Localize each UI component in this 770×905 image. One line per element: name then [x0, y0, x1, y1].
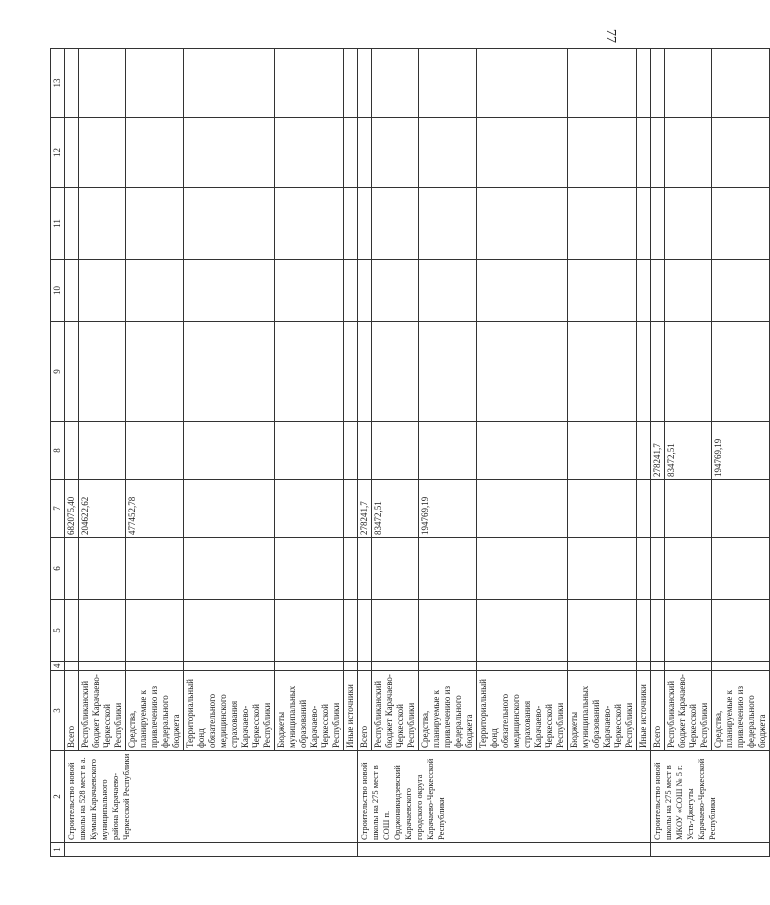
value-cell-col-5 — [358, 600, 372, 662]
value-cell-col-10 — [637, 260, 651, 322]
funding-source-cell: Республиканский бюджет Карачаево-Черкесской Республики — [79, 671, 126, 751]
table-row — [665, 49, 712, 857]
value-cell-col-8: 278241,7 — [651, 422, 665, 480]
value-cell-col-6 — [637, 538, 651, 600]
value-cell-col-13 — [344, 49, 358, 118]
value-cell-col-7: 477452,78 — [126, 480, 184, 538]
value-cell-col-6 — [65, 538, 79, 600]
column-header-8: 8 — [51, 422, 65, 480]
value-cell-col-12 — [665, 118, 712, 188]
value-cell-col-4 — [419, 662, 477, 671]
value-cell-col-9 — [651, 322, 665, 422]
value-cell-col-11 — [712, 188, 770, 260]
value-cell-col-11 — [275, 188, 344, 260]
object-name-cell: Строительство новой школы на 275 мест в МКОУ «СОШ № 5 г. Усть-Джегуты Карачаево-Черкесской Республики — [651, 751, 770, 843]
value-cell-col-7 — [477, 480, 568, 538]
value-cell-col-7: 682075,40 — [65, 480, 79, 538]
value-cell-col-4 — [568, 662, 637, 671]
funding-source-cell: Республиканский бюджет Карачаево-Черкесской Республики — [372, 671, 419, 751]
funding-source-cell: Средства, планируемые к привлечению из федерального бюджета — [126, 671, 184, 751]
value-cell-col-10 — [275, 260, 344, 322]
value-cell-col-4 — [126, 662, 184, 671]
funding-source-cell: Иные источники — [637, 671, 651, 751]
value-cell-col-8 — [568, 422, 637, 480]
value-cell-col-4 — [79, 662, 126, 671]
value-cell-col-13 — [419, 49, 477, 118]
value-cell-col-12 — [344, 118, 358, 188]
value-cell-col-10 — [184, 260, 275, 322]
value-cell-col-12 — [477, 118, 568, 188]
value-cell-col-11 — [358, 188, 372, 260]
value-cell-col-5 — [637, 600, 651, 662]
value-cell-col-12 — [65, 118, 79, 188]
value-cell-col-10 — [79, 260, 126, 322]
value-cell-col-5 — [372, 600, 419, 662]
column-header-3: 3 — [51, 671, 65, 751]
value-cell-col-12 — [126, 118, 184, 188]
value-cell-col-12 — [184, 118, 275, 188]
value-cell-col-11 — [637, 188, 651, 260]
value-cell-col-9 — [126, 322, 184, 422]
funding-source-cell: Бюджеты муниципальных образований Карачаево-Черкесской Республики — [568, 671, 637, 751]
value-cell-col-8 — [477, 422, 568, 480]
value-cell-col-9 — [477, 322, 568, 422]
column-header-13: 13 — [51, 49, 65, 118]
column-header-7: 7 — [51, 480, 65, 538]
value-cell-col-9 — [419, 322, 477, 422]
value-cell-col-10 — [65, 260, 79, 322]
value-cell-col-9 — [665, 322, 712, 422]
value-cell-col-12 — [275, 118, 344, 188]
value-cell-col-8 — [65, 422, 79, 480]
value-cell-col-11 — [184, 188, 275, 260]
table-row — [372, 49, 419, 857]
value-cell-col-7 — [275, 480, 344, 538]
value-cell-col-12 — [419, 118, 477, 188]
table-row — [637, 49, 651, 857]
value-cell-col-7 — [637, 480, 651, 538]
page-number: 77 — [603, 29, 618, 43]
value-cell-col-13 — [358, 49, 372, 118]
value-cell-col-4 — [275, 662, 344, 671]
value-cell-col-5 — [665, 600, 712, 662]
value-cell-col-6 — [568, 538, 637, 600]
column-header-9: 9 — [51, 322, 65, 422]
table-row — [651, 49, 665, 857]
value-cell-col-9 — [79, 322, 126, 422]
value-cell-col-7 — [344, 480, 358, 538]
column-header-4: 4 — [51, 662, 65, 671]
value-cell-col-12 — [372, 118, 419, 188]
value-cell-col-7: 194769,19 — [419, 480, 477, 538]
table-row — [358, 49, 372, 857]
value-cell-col-5 — [568, 600, 637, 662]
column-header-10: 10 — [51, 260, 65, 322]
value-cell-col-7 — [665, 480, 712, 538]
value-cell-col-5 — [651, 600, 665, 662]
table-row — [79, 49, 126, 857]
value-cell-col-9 — [637, 322, 651, 422]
value-cell-col-13 — [372, 49, 419, 118]
funding-source-cell: Территориальный фонд обязательного медицинского страхования Карачаево-Черкесской Республики — [477, 671, 568, 751]
value-cell-col-9 — [275, 322, 344, 422]
table-row — [184, 49, 275, 857]
value-cell-col-10 — [419, 260, 477, 322]
value-cell-col-11 — [665, 188, 712, 260]
value-cell-col-7 — [568, 480, 637, 538]
value-cell-col-8 — [358, 422, 372, 480]
value-cell-col-5 — [419, 600, 477, 662]
value-cell-col-6 — [184, 538, 275, 600]
value-cell-col-10 — [372, 260, 419, 322]
value-cell-col-10 — [665, 260, 712, 322]
column-header-1: 1 — [51, 843, 65, 857]
value-cell-col-6 — [275, 538, 344, 600]
value-cell-col-8 — [126, 422, 184, 480]
funding-source-cell: Республиканский бюджет Карачаево-Черкесской Республики — [665, 671, 712, 751]
value-cell-col-8 — [344, 422, 358, 480]
value-cell-col-13 — [275, 49, 344, 118]
value-cell-col-10 — [651, 260, 665, 322]
funding-source-cell: Средства, планируемые к привлечению из федерального бюджета — [712, 671, 770, 751]
value-cell-col-5 — [275, 600, 344, 662]
value-cell-col-11 — [651, 188, 665, 260]
value-cell-col-8: 83472,51 — [665, 422, 712, 480]
value-cell-col-7 — [184, 480, 275, 538]
funding-source-cell: Бюджеты муниципальных образований Карачаево-Черкесской Республики — [275, 671, 344, 751]
value-cell-col-5 — [712, 600, 770, 662]
value-cell-col-11 — [477, 188, 568, 260]
value-cell-col-6 — [372, 538, 419, 600]
value-cell-col-11 — [126, 188, 184, 260]
funding-source-cell: Средства, планируемые к привлечению из федерального бюджета — [419, 671, 477, 751]
table-row — [126, 49, 184, 857]
column-header-6: 6 — [51, 538, 65, 600]
value-cell-col-8: 194769,19 — [712, 422, 770, 480]
value-cell-col-7: 83472,51 — [372, 480, 419, 538]
table-row — [419, 49, 477, 857]
object-name-cell: Строительство новой школы на 528 мест в а. Кумыш Карачаевского муниципального района Карачаево-Черкесской Республики — [65, 751, 358, 843]
table-row — [65, 49, 79, 857]
value-cell-col-12 — [79, 118, 126, 188]
value-cell-col-5 — [477, 600, 568, 662]
column-header-12: 12 — [51, 118, 65, 188]
value-cell-col-5 — [344, 600, 358, 662]
value-cell-col-11 — [372, 188, 419, 260]
value-cell-col-6 — [665, 538, 712, 600]
funding-source-cell: Всего — [651, 671, 665, 751]
value-cell-col-7 — [651, 480, 665, 538]
value-cell-col-11 — [79, 188, 126, 260]
table-row — [275, 49, 344, 857]
value-cell-col-9 — [712, 322, 770, 422]
funding-source-cell: Территориальный фонд обязательного медицинского страхования Карачаево-Черкесской Республики — [184, 671, 275, 751]
value-cell-col-5 — [126, 600, 184, 662]
value-cell-col-5 — [184, 600, 275, 662]
column-header-2: 2 — [51, 751, 65, 843]
value-cell-col-8 — [79, 422, 126, 480]
value-cell-col-12 — [637, 118, 651, 188]
table-body — [65, 49, 770, 857]
value-cell-col-13 — [665, 49, 712, 118]
value-cell-col-12 — [651, 118, 665, 188]
value-cell-col-5 — [65, 600, 79, 662]
column-number-row — [51, 49, 65, 857]
value-cell-col-6 — [419, 538, 477, 600]
value-cell-col-13 — [477, 49, 568, 118]
value-cell-col-7: 204622,62 — [79, 480, 126, 538]
column-header-11: 11 — [51, 188, 65, 260]
value-cell-col-13 — [126, 49, 184, 118]
value-cell-col-9 — [65, 322, 79, 422]
value-cell-col-6 — [344, 538, 358, 600]
value-cell-col-12 — [568, 118, 637, 188]
value-cell-col-4 — [372, 662, 419, 671]
value-cell-col-13 — [79, 49, 126, 118]
value-cell-col-4 — [477, 662, 568, 671]
value-cell-col-9 — [344, 322, 358, 422]
value-cell-col-10 — [568, 260, 637, 322]
value-cell-col-6 — [358, 538, 372, 600]
value-cell-col-6 — [651, 538, 665, 600]
value-cell-col-9 — [568, 322, 637, 422]
value-cell-col-4 — [358, 662, 372, 671]
value-cell-col-13 — [184, 49, 275, 118]
value-cell-col-9 — [372, 322, 419, 422]
value-cell-col-11 — [344, 188, 358, 260]
funding-source-cell: Всего — [358, 671, 372, 751]
value-cell-col-6 — [126, 538, 184, 600]
value-cell-col-6 — [477, 538, 568, 600]
value-cell-col-8 — [637, 422, 651, 480]
value-cell-col-6 — [712, 538, 770, 600]
value-cell-col-11 — [419, 188, 477, 260]
value-cell-col-11 — [568, 188, 637, 260]
value-cell-col-4 — [712, 662, 770, 671]
table-row — [344, 49, 358, 857]
value-cell-col-12 — [712, 118, 770, 188]
value-cell-col-6 — [79, 538, 126, 600]
value-cell-col-4 — [344, 662, 358, 671]
table-row — [712, 49, 770, 857]
budget-table-sheet — [50, 49, 767, 857]
value-cell-col-8 — [372, 422, 419, 480]
budget-table — [50, 48, 770, 857]
value-cell-col-13 — [637, 49, 651, 118]
value-cell-col-9 — [184, 322, 275, 422]
value-cell-col-7: 278241,7 — [358, 480, 372, 538]
value-cell-col-4 — [184, 662, 275, 671]
value-cell-col-8 — [184, 422, 275, 480]
table-row — [568, 49, 637, 857]
table-row — [477, 49, 568, 857]
value-cell-col-13 — [568, 49, 637, 118]
value-cell-col-4 — [665, 662, 712, 671]
value-cell-col-10 — [712, 260, 770, 322]
column-header-5: 5 — [51, 600, 65, 662]
value-cell-col-7 — [712, 480, 770, 538]
value-cell-col-12 — [358, 118, 372, 188]
value-cell-col-13 — [712, 49, 770, 118]
funding-source-cell: Всего — [65, 671, 79, 751]
value-cell-col-5 — [79, 600, 126, 662]
value-cell-col-11 — [65, 188, 79, 260]
value-cell-col-8 — [419, 422, 477, 480]
row-index-cell — [65, 843, 358, 857]
value-cell-col-10 — [477, 260, 568, 322]
row-index-cell — [358, 843, 651, 857]
value-cell-col-8 — [275, 422, 344, 480]
object-name-cell: Строительство новой школы на 275 мест в СОШ п. Орджоникидзевский Карачаевского городского округа Карачаево-Черкесской Республики — [358, 751, 651, 843]
value-cell-col-4 — [651, 662, 665, 671]
value-cell-col-4 — [637, 662, 651, 671]
value-cell-col-9 — [358, 322, 372, 422]
value-cell-col-10 — [344, 260, 358, 322]
value-cell-col-13 — [65, 49, 79, 118]
value-cell-col-10 — [126, 260, 184, 322]
value-cell-col-4 — [65, 662, 79, 671]
value-cell-col-10 — [358, 260, 372, 322]
row-index-cell — [651, 843, 770, 857]
funding-source-cell: Иные источники — [344, 671, 358, 751]
value-cell-col-13 — [651, 49, 665, 118]
